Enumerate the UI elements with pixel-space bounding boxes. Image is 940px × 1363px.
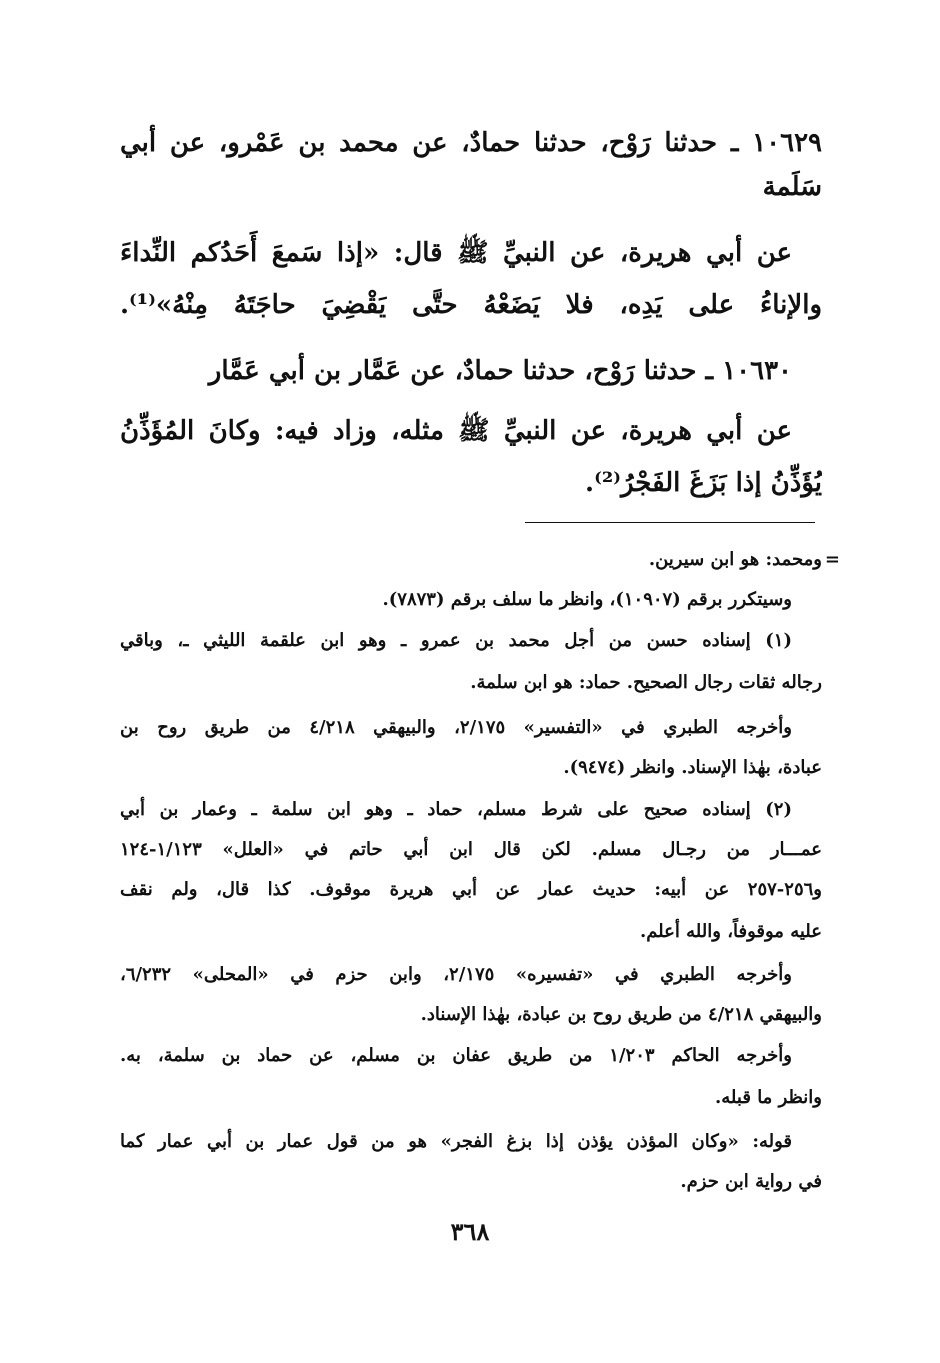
footnote-2-line: وانظر ما قبله.	[715, 1087, 822, 1108]
footnote-1-line: رجاله ثقات رجال الصحيح. حماد: هو ابن سلمة.	[470, 672, 822, 693]
footnote-separator	[525, 522, 815, 523]
continuation-mark: =	[824, 549, 840, 570]
hadith-10629-line-4: والإناءُ على يَدِه، فلا يَضَعْهُ حتَّى يَقْضِيَ حاجَتَهُ مِنْهُ»⁽¹⁾.	[120, 290, 822, 320]
footnote-1-line: وأخرجه الطبري في «التفسير» ٢/١٧٥، والبيهقي ٤/٢١٨ من طريق روح بن	[120, 717, 792, 738]
page-number: ٣٦٨	[450, 1217, 490, 1246]
footnote-line: ومحمد: هو ابن سيرين.	[648, 549, 822, 570]
hadith-10629-line-3: عن أبي هريرة، عن النبيِّ ﷺ قال: «إذا سَمعَ أَحَدُكم النِّداءَ	[120, 238, 792, 268]
hadith-10630-line-3: يُؤَذِّنُ إذا بَزَغَ الفَجْرُ⁽²⁾.	[585, 468, 822, 498]
footnote-2-line: (٢) إسناده صحيح على شرط مسلم، حماد ـ وهو ابن سلمة ـ وعمار بن أبي	[120, 799, 792, 820]
footnote-2-line: قوله: «وكان المؤذن يؤذن إذا بزغ الفجر» هو من قول عمار بن أبي عمار كما	[120, 1131, 792, 1152]
footnote-2-line: عليه موقوفاً، والله أعلم.	[639, 921, 822, 942]
footnote-1-line: عبادة، بهٰذا الإسناد. وانظر (٩٤٧٤).	[563, 757, 822, 778]
footnote-2-line: في رواية ابن حزم.	[680, 1171, 822, 1192]
footnote-2-line: والبيهقي ٤/٢١٨ من طريق روح بن عبادة، بهٰذا الإسناد.	[420, 1004, 822, 1025]
footnote-2-line: وأخرجه الطبري في «تفسيره» ٢/١٧٥، وابن حزم في «المحلى» ٦/٢٣٢،	[120, 964, 792, 985]
footnote-line: وسيتكرر برقم (١٠٩٠٧)، وانظر ما سلف برقم (٧٨٧٣).	[382, 589, 792, 610]
footnote-2-line: و٢٥٦-٢٥٧ عن أبيه: حديث عمار عن أبي هريرة موقوف. كذا قال، ولم نقف	[120, 879, 822, 900]
hadith-10630-line-2: عن أبي هريرة، عن النبيِّ ﷺ مثله، وزاد فيه: وكانَ المُؤَذِّنُ	[120, 416, 792, 446]
hadith-10629-line-2: سَلَمة	[762, 172, 822, 202]
hadith-10630-line-1: ١٠٦٣٠ ـ حدثنا رَوْح، حدثنا حمادٌ، عن عَمَّار بن أبي عَمَّار	[208, 356, 792, 386]
footnote-1-line: (١) إسناده حسن من أجل محمد بن عمرو ـ وهو ابن علقمة الليثي ـ، وباقي	[120, 630, 792, 651]
hadith-10629-line-1: ١٠٦٢٩ ـ حدثنا رَوْح، حدثنا حمادٌ، عن محمد بن عَمْرو، عن أبي	[120, 128, 822, 158]
footnote-2-line: عمـــار من رجـال مسلم. لكن قال ابن أبي حاتم في «العلل» ١/١٢٣-١٢٤	[120, 839, 822, 860]
footnote-2-line: وأخرجه الحاكم ١/٢٠٣ من طريق عفان بن مسلم، عن حماد بن سلمة، به.	[120, 1045, 792, 1066]
